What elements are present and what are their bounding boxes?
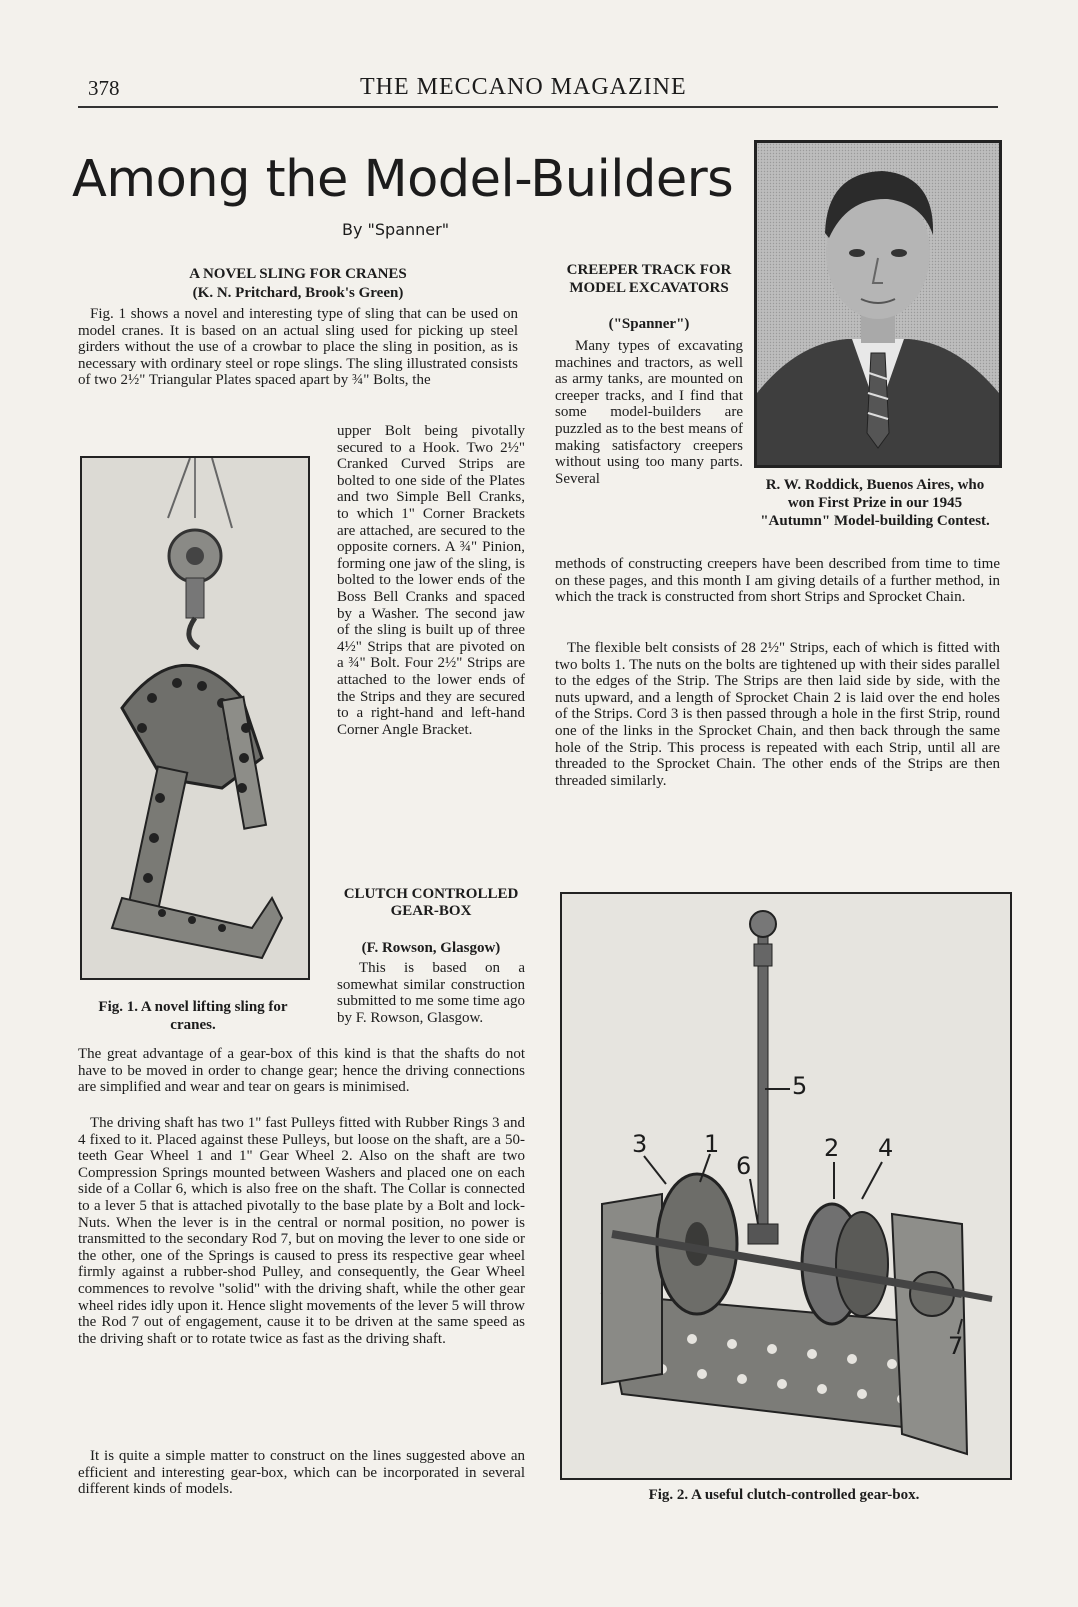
gearbox-credit: (F. Rowson, Glasgow) [361,940,501,956]
article-title: Among the Model-Builders [72,150,734,209]
portrait-caption: R. W. Roddick, Buenos Aires, who won First Prize in our 1945 "Autumn" Model-building Contest. [760,477,990,529]
byline: By "Spanner" [342,220,450,239]
sling-heading: A NOVEL SLING FOR CRANES [189,266,407,282]
gearbox-heading: CLUTCH CONTROLLED GEAR-BOX [343,886,519,919]
fig2-label-7: 7 [948,1332,964,1360]
gearbox-paragraph-side: This is based on a somewhat similar construction submitted to me some time ago by F. Rowson, Glasgow. [337,960,525,1026]
creeper-credit: ("Spanner") [608,316,690,332]
fig2-label-5: 5 [792,1072,808,1100]
gearbox-paragraph-2: The driving shaft has two 1" fast Pulleys fitted with Rubber Rings 3 and 4 fixed to it. Placed against these Pulleys, but loose on the shaft, are a 50-teeth Gear Wheel 1 and 1" Gear Wheel 2. Also on the shaft are two Compression Springs mounted between Washers and placed one on each side of a Collar 6, which is also free on the shaft. The Collar is connected to a lever 5 that is attached pivotally to the base plate by a Bolt and lock-Nuts. When the lever is in the central or normal position, no power is transmitted to the secondary Rod 7, but on moving the lever to one side or the other, one of the Springs is caused to press its respective gear wheel firmly against a rubber-shod Pulley, and consequently, the Gear Wheel commences to revolve "solid" with the driving shaft, while the other gear wheel rides idly upon it. Hence slight movements of the lever 5 will throw the Rod 7 out of engagement, cause it to be driven at the same speed as the driving shaft or to rotate twice as fast as the driving shaft. [78,1115,525,1347]
sling-credit: (K. N. Pritchard, Brook's Green) [192,285,404,301]
fig2-label-2: 2 [824,1134,840,1162]
header-rule [78,106,998,108]
creeper-paragraph-2: The flexible belt consists of 28 2½" Strips, each of which is fitted with two bolts 1. The nuts on the bolts are tightened up with their sides parallel to the edges of the Strip. The Strips are then laid side by side, with the nuts upward, and a length of Sprocket Chain 2 is laid over the end holes of the Strips. Cord 3 is then passed through a hole in the first Strip, round one of the links in the Sprocket Chain, and then back through the same hole of the Strip. This process is repeated with each Strip, until all are threaded to the Sprocket Chain. The other ends of the Strips are then threaded similarly. [555,640,1000,789]
portrait-photo [754,140,1002,468]
fig2-label-1: 1 [704,1130,720,1158]
creeper-heading: CREEPER TRACK FOR MODEL EXCAVATORS [566,262,732,296]
gearbox-paragraph-1: The great advantage of a gear-box of this kind is that the shafts do not have to be moved in order to change gear; hence the driving connections are simplified and wear and tear on gears is minimised. [78,1046,525,1096]
creeper-paragraph-narrow: Many types of excavating machines and tractors, as well as army tanks, are mounted on creeper tracks, and I find that some model-builders are puzzled as to the best means of making satisfactory creepers without using too many parts. Several [555,338,743,487]
fig2-caption: Fig. 2. A useful clutch-controlled gear-box. [648,1487,920,1503]
gearbox-paragraph-3: It is quite a simple matter to construct on the lines suggested above an efficient and interesting gear-box, which can be incorporated in several different kinds of models. [78,1448,525,1498]
fig1-caption: Fig. 1. A novel lifting sling for cranes. [98,999,288,1033]
magazine-title: THE MECCANO MAGAZINE [360,74,687,100]
fig2-gearbox-photo [560,892,1012,1480]
sling-paragraph-side: upper Bolt being pivotally secured to a Hook. Two 2½" Cranked Curved Strips are bolted to one side of the Plates and two Simple Bell Cranks, to which 1" Corner Brackets are attached, are secured to the opposite corners. A ¾" Pinion, forming one jaw of the sling, is bolted to the lower ends of the Boss Bell Cranks and spaced by a Washer. The second jaw of the sling is built up of three 4½" Strips that are pivoted on a ¾" Bolt. Four 2½" Strips are attached to the lower ends of the Strips and they are secured to a right-hand and left-hand Corner Angle Bracket. [337,423,525,738]
fig2-label-6: 6 [736,1152,752,1180]
fig1-sling-photo [80,456,310,980]
fig2-label-3: 3 [632,1130,648,1158]
page-number: 378 [88,76,120,100]
sling-paragraph-top: Fig. 1 shows a novel and interesting type of sling that can be used on model cranes. It is based on an actual sling used for picking up steel girders without the use of a crowbar to place the sling in position, as is necessary with ordinary steel or rope slings. The sling illustrated consists of two 2½" Triangular Plates spaced apart by ¾" Bolts, the [78,306,518,389]
fig2-label-4: 4 [878,1134,894,1162]
creeper-paragraph-wide: methods of constructing creepers have been described from time to time on these pages, and this month I am giving details of a further method, in which the track is constructed from short Strips and Sprocket Chain. [555,556,1000,606]
